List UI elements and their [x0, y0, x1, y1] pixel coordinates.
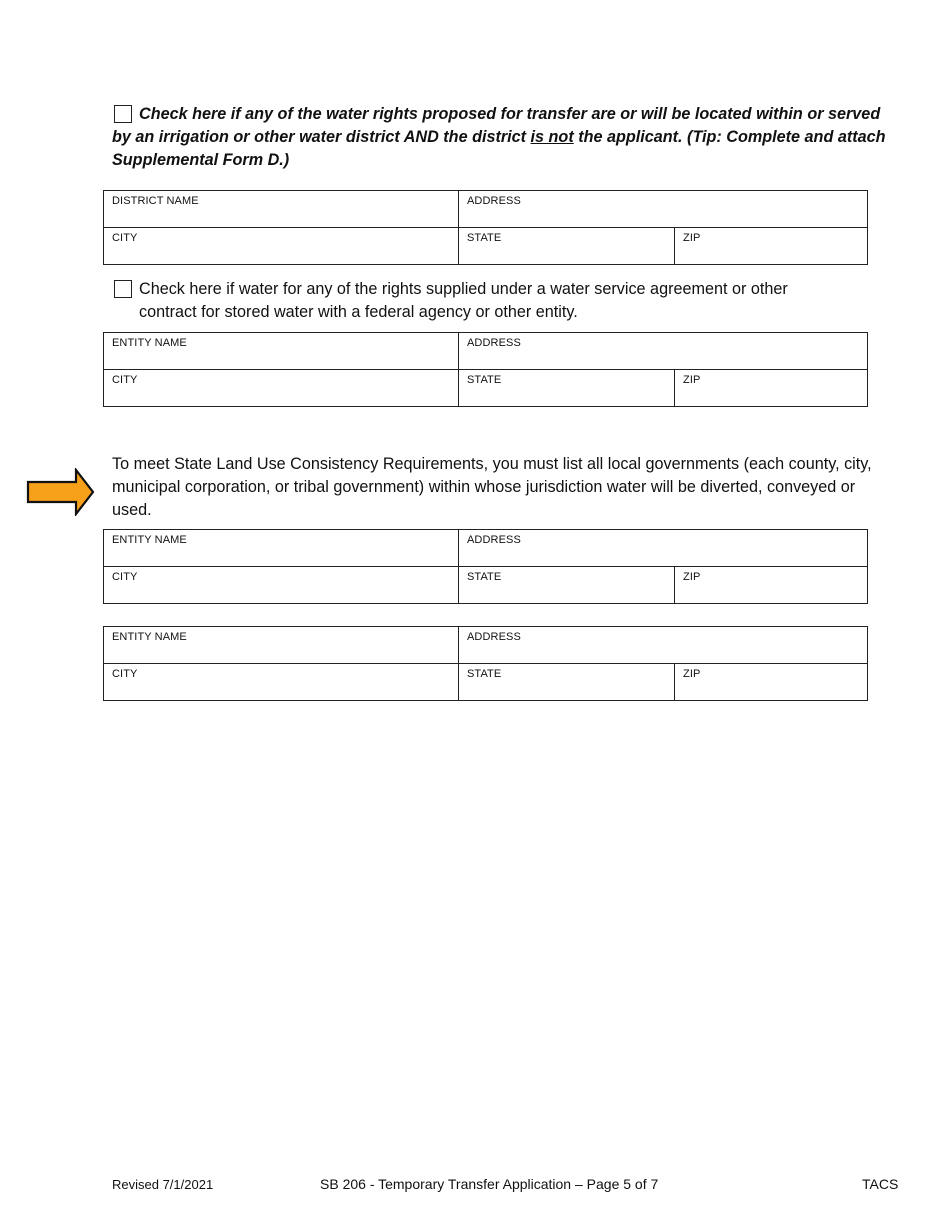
local-gov-2-state-field[interactable]: STATE — [459, 664, 675, 701]
local-gov-1-entity-name-field[interactable]: ENTITY NAME — [104, 530, 459, 567]
district-table — [103, 190, 868, 265]
local-gov-2-zip-field[interactable]: ZIP — [675, 664, 868, 701]
local-government-table-2 — [103, 626, 868, 701]
district-address-field[interactable]: ADDRESS — [459, 191, 868, 228]
agreement-entity-table — [103, 332, 868, 407]
local-gov-1-state-field[interactable]: STATE — [459, 567, 675, 604]
district-not-applicant-label — [112, 103, 902, 172]
local-gov-2-city-field[interactable]: CITY — [104, 664, 459, 701]
district-zip-field[interactable]: ZIP — [675, 228, 868, 265]
district-state-field[interactable]: STATE — [459, 228, 675, 265]
water-service-agreement-checkbox[interactable] — [114, 280, 132, 298]
local-gov-2-address-field[interactable]: ADDRESS — [459, 627, 868, 664]
local-gov-1-zip-field[interactable]: ZIP — [675, 567, 868, 604]
agreement-entity-name-field[interactable]: ENTITY NAME — [104, 333, 459, 370]
agreement-entity-city-field[interactable]: CITY — [104, 370, 459, 407]
district-name-field[interactable]: DISTRICT NAME — [104, 191, 459, 228]
local-gov-1-city-field[interactable]: CITY — [104, 567, 459, 604]
agreement-entity-zip-field[interactable]: ZIP — [675, 370, 868, 407]
arrow-shape — [28, 470, 93, 514]
district-city-field[interactable]: CITY — [104, 228, 459, 265]
local-gov-1-address-field[interactable]: ADDRESS — [459, 530, 868, 567]
footer-form-code: TACS — [862, 1176, 899, 1192]
water-service-agreement-label — [139, 278, 909, 324]
footer-revised-date: Revised 7/1/2021 — [112, 1177, 214, 1192]
district-label-text-2: the applicant. (Tip: Complete and attach Supplemental Form D.) — [112, 128, 886, 169]
agreement-entity-state-field[interactable]: STATE — [459, 370, 675, 407]
land-use-instruction: To meet State Land Use Consistency Requirements, you must list all local governments (each county, city, municipal corporation, or tribal government) within whose jurisdiction water will be diverted, conveyed or used. — [112, 455, 872, 519]
district-label-underlined: is not — [530, 128, 574, 146]
arrow-right-icon — [26, 468, 96, 516]
agreement-label-line-1: Check here if water for any of the rights supplied under a water service agreement or other — [139, 280, 788, 298]
local-government-table-1 — [103, 529, 868, 604]
agreement-label-line-2: contract for stored water with a federal agency or other entity. — [139, 303, 578, 321]
local-gov-2-entity-name-field[interactable]: ENTITY NAME — [104, 627, 459, 664]
district-label-text-1: Check here if any of the water rights proposed for transfer are or will be located within or served by an irrigation or other water district AND the district — [112, 105, 881, 146]
footer-page-title: SB 206 - Temporary Transfer Application – Page 5 of 7 — [320, 1176, 659, 1192]
agreement-entity-address-field[interactable]: ADDRESS — [459, 333, 868, 370]
